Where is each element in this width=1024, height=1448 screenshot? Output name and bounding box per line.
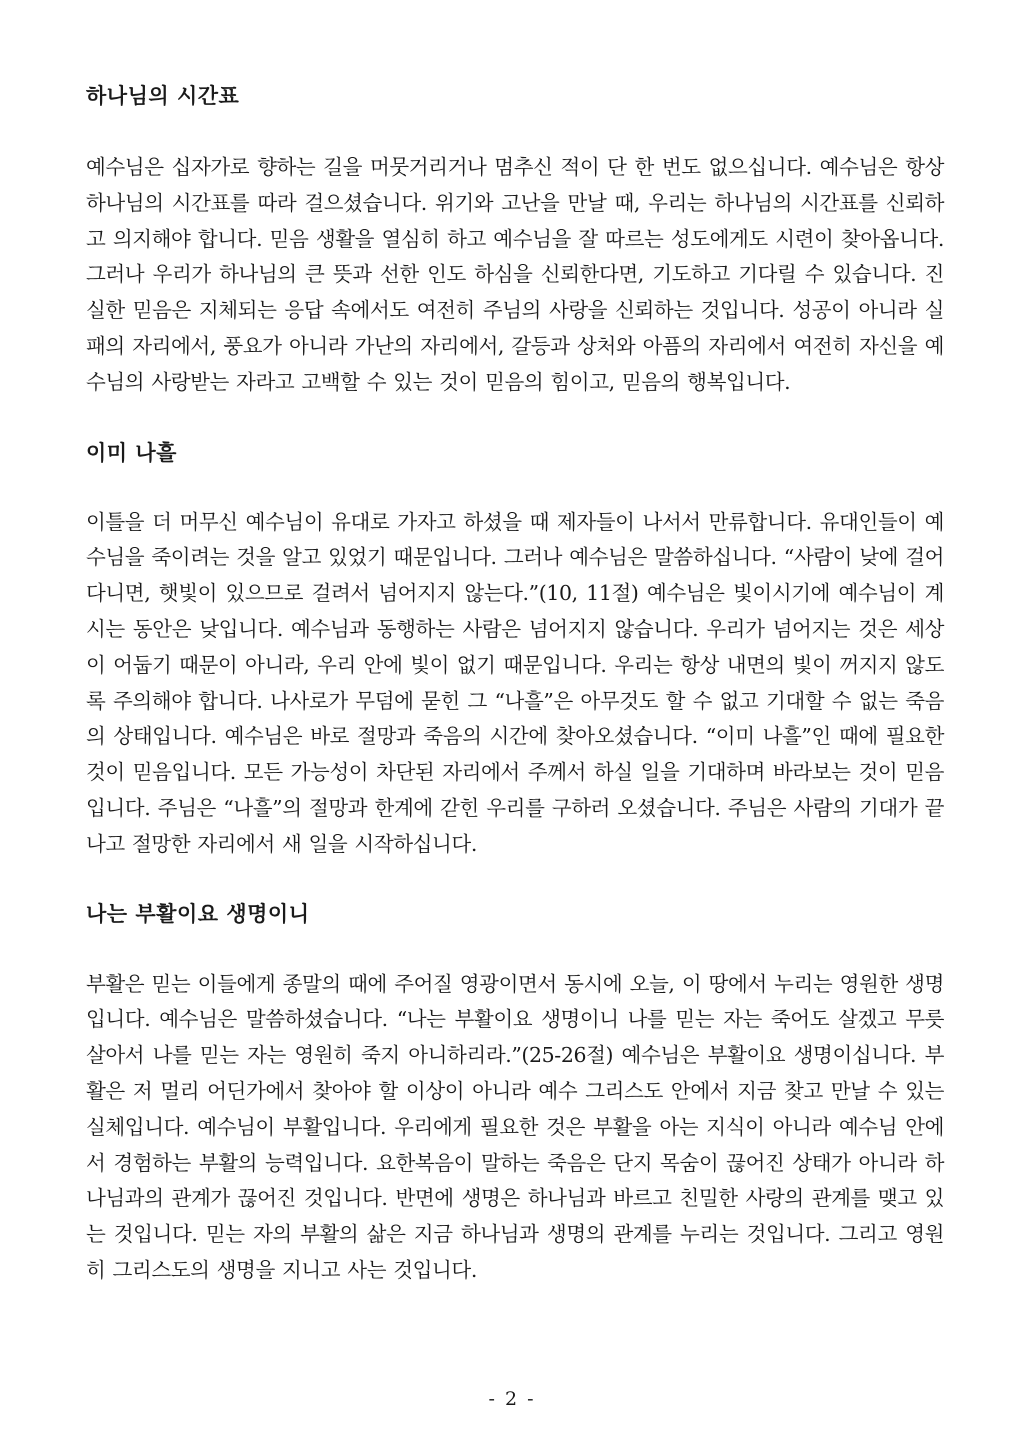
- page-number: - 2 -: [488, 1388, 536, 1410]
- section-title-timetable: 하나님의 시간표: [86, 84, 240, 108]
- section-title-resurrection: 나는 부활이요 생명이니: [86, 901, 310, 926]
- page-content: [86, 78, 944, 1289]
- section-body-resurrection: 부활은 믿는 이들에게 종말의 때에 주어질 영광이면서 동시에 오늘, 이 땅에서 누리는 영원한 생명입니다. 예수님은 말씀하셨습니다. “나는 부활이요 생명이니 나를 믿는 자는 죽어도 살겠고 무릇 살아서 나를 믿는 자는 영원히 죽지 아니하리라.”(25-26절) 예수님은 부활이요 생명이십니다. 부활은 저 멀리 어딘가에서 찾아야 할 이상이 아니라 예수 그리스도 안에서 지금 찾고 만날 수 있는 실체입니다. 예수님이 부활입니다. 우리에게 필요한 것은 부활을 아는 지식이 아니라 예수님 안에서 경험하는 부활의 능력입니다. 요한복음이 말하는 죽음은 단지 목숨이 끊어진 상태가 아니라 하나님과의 관계가 끊어진 것입니다. 반면에 생명은 하나님과 바르고 친밀한 사랑의 관계를 맺고 있는 것입니다. 믿는 자의 부활의 삶은 지금 하나님과 생명의 관계를 누리는 것입니다. 그리고 영원히 그리스도의 생명을 지니고 사는 것입니다.: [86, 971, 944, 1282]
- section-body-timetable: 예수님은 십자가로 향하는 길을 머뭇거리거나 멈추신 적이 단 한 번도 없으십니다. 예수님은 항상 하나님의 시간표를 따라 걸으셨습니다. 위기와 고난을 만날 때, 우리는 하나님의 시간표를 신뢰하고 의지해야 합니다. 믿음 생활을 열심히 하고 예수님을 잘 따르는 성도에게도 시련이 찾아옵니다. 그러나 우리가 하나님의 큰 뜻과 선한 인도 하심을 신뢰한다면, 기도하고 기다릴 수 있습니다. 진실한 믿음은 지체되는 응답 속에서도 여전히 주님의 사랑을 신뢰하는 것입니다. 성공이 아니라 실패의 자리에서, 풍요가 아니라 가난의 자리에서, 갈등과 상처와 아픔의 자리에서 여전히 자신을 예수님의 사랑받는 자라고 고백할 수 있는 것이 믿음의 힘이고, 믿음의 행복입니다.: [86, 155, 944, 394]
- section-body-four-days: 이틀을 더 머무신 예수님이 유대로 가자고 하셨을 때 제자들이 나서서 만류합니다. 유대인들이 예수님을 죽이려는 것을 알고 있었기 때문입니다. 그러나 예수님은 말씀하십니다. “사람이 낮에 걸어다니면, 햇빛이 있으므로 걸려서 넘어지지 않는다.”(10, 11절) 예수님은 빛이시기에 예수님이 계시는 동안은 낮입니다. 예수님과 동행하는 사람은 넘어지지 않습니다. 우리가 넘어지는 것은 세상이 어둡기 때문이 아니라, 우리 안에 빛이 없기 때문입니다. 우리는 항상 내면의 빛이 꺼지지 않도록 주의해야 합니다. 나사로가 무덤에 묻힌 그 “나흘”은 아무것도 할 수 없고 기대할 수 없는 죽음의 상태입니다. 예수님은 바로 절망과 죽음의 시간에 찾아오셨습니다. “이미 나흘”인 때에 필요한 것이 믿음입니다. 모든 가능성이 차단된 자리에서 주께서 하실 일을 기대하며 바라보는 것이 믿음입니다. 주님은 “나흘”의 절망과 한계에 갇힌 우리를 구하러 오셨습니다. 주님은 사람의 기대가 끝나고 절망한 자리에서 새 일을 시작하십니다.: [86, 509, 944, 856]
- section-title-four-days: 이미 나흘: [86, 440, 177, 465]
